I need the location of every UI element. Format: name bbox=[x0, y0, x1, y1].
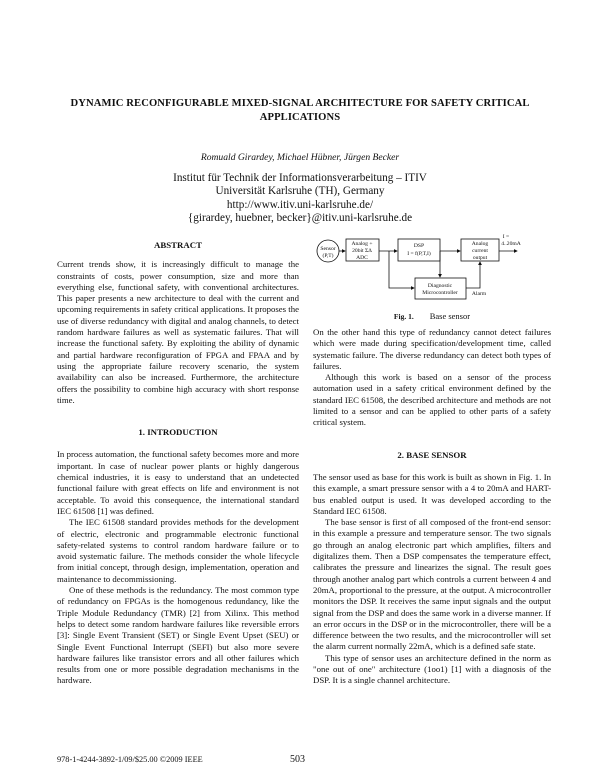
current-label: 4..20mA bbox=[501, 241, 521, 247]
right-column bbox=[313, 327, 551, 687]
left-column bbox=[57, 240, 299, 687]
paper-title: DYNAMIC RECONFIGURABLE MIXED-SIGNAL ARCHITECTURE FOR SAFETY CRITICAL APPLICATIONS bbox=[70, 98, 530, 123]
figure-title: Base sensor bbox=[429, 311, 471, 321]
intro-paragraph: The IEC 61508 standard provides methods for the development of electric, electronic and programmable electronic functional safety-related systems to control random hardware failure or to avoid systematic failure. The methods consider the whole lifecycle from initial concept, through design, implementation, operation and maintenance to decommissioning. bbox=[57, 517, 299, 584]
sensor-sub-label: (P,T) bbox=[322, 253, 334, 259]
figure-number: Fig. 1. bbox=[393, 312, 414, 321]
body-paragraph: Although this work is based on a sensor of the process automation used in a safety critical environment defined by the standard IEC 61508, the described architecture and methods are not limited to a sensor and can be applied to other parts of a safety critical system. bbox=[313, 372, 551, 428]
sensor-label: Sensor bbox=[320, 246, 336, 252]
output-label: current bbox=[472, 248, 488, 254]
adc-label: Analog + bbox=[351, 241, 373, 247]
diag-label: Microcontroller bbox=[422, 290, 458, 296]
intro-paragraph: In process automation, the functional safety becomes more and more important. In case of nuclear power plants or highly dangerous chemical industries, it is easy to understand that an undetected functional failure with great effects on life and environment is not acceptable. To avoid this consequence, the international standard IEC 61508 [1] was defined. bbox=[57, 449, 299, 516]
body-paragraph: The sensor used as base for this work is built as shown in Fig. 1. In this example, a smart pressure sensor with a 4 to 20mA and HART-bus enabled output is used. It was developed according to the Standard IEC 61508. bbox=[313, 471, 551, 516]
intro-heading: 1. INTRODUCTION bbox=[138, 427, 218, 438]
adc-label: ADC bbox=[356, 255, 368, 261]
affiliation bbox=[40, 172, 560, 226]
body-paragraph: This type of sensor uses an architecture defined in the norm as "one out of one" architecture (1oo1) [1] with a diagnosis of the DSP. It is a single channel architecture. bbox=[313, 652, 551, 686]
page-number: 503 bbox=[290, 754, 305, 765]
institute: Institut für Technik der Informationsverarbeitung – ITIV bbox=[173, 172, 427, 184]
intro-paragraph: One of these methods is the redundancy. The most common type of redundancy on FPGAs is the homogenous redundancy, like the Triple Module Redundancy (TMR) [2] from Xilinx. This method helps to detect some random hardware failures like reversible errors [3]: Single Event Transient (SET) or Single Event Upset (SEU) or Single Event Functional Interrupt (SEFI) but also more severe hardware failures like transistor errors and all other failures which results from one or more possible degradation mechanisms in the hardware. bbox=[57, 585, 299, 686]
website-link[interactable]: http://www.itiv.uni-karlsruhe.de/ bbox=[226, 198, 374, 211]
figure-caption bbox=[313, 311, 551, 321]
university: Universität Karlsruhe (TH), Germany bbox=[215, 185, 385, 198]
body-paragraph: On the other hand this type of redundancy cannot detect failures which were made during specification/development time, called systematic failure. The diverse redundancy can detect both types of failures. bbox=[313, 327, 551, 371]
authors: Romuald Girardey, Michael Hübner, Jürgen Becker bbox=[200, 152, 400, 163]
dsp-label: DSP bbox=[413, 243, 425, 249]
abstract-text: Current trends show, it is increasingly difficult to manage the constraints of costs, power consumption, size and more than everything else, functional safety, with conventional architectures. This paper presents a new architecture to deal with the current and upcoming requirements in safety critical applications. It proposes the use of diverse redundancy with digital and analog channels, to detect random hardware failures as well as systematic failures. That will increase the functional safety. By exploiting the ability of dynamic and partial hardware reconfiguration of FPGA and FPAA and by using the appropriate failure recovery scenario, the system availability can also be increased. Furthermore, the architecture offers the possibility to combine high accuracy with short response time. bbox=[57, 259, 299, 405]
output-label: output bbox=[472, 255, 488, 261]
dsp-label: I = f(P,T,I) bbox=[407, 251, 431, 257]
diag-label: Diagnostic bbox=[427, 283, 453, 289]
adc-label: 20bit ΣΔ bbox=[352, 248, 372, 254]
copyright-footer: 978-1-4244-3892-1/09/$25.00 ©2009 IEEE bbox=[57, 755, 203, 764]
base-sensor-heading: 2. BASE SENSOR bbox=[397, 449, 467, 460]
emails: {girardey, huebner, becker}@itiv.uni-karlsruhe.de bbox=[187, 212, 413, 225]
body-paragraph: The base sensor is first of all composed of the front-end sensor: in this example a pressure and temperature sensor. The two signals go through an analog electronic part which amplifies, filters and digitalizes them. Then a DSP compensates the temperature effect, calibrates the pressure and linearizes the signal. The result goes through another analog part which controls a current between 4 and 20mA, proportional to the pressure, at the output. A microcontroller monitors the DSP. It receives the same input signals and the output signal from the DSP and does the same work in a diverse manner. If an error occurs in the DSP or in the microcontroller, there will be a difference between the two results, and the microcontroller will set the alarm current normally 22mA, which is a defined safe state. bbox=[313, 517, 551, 652]
current-label: I = bbox=[502, 234, 510, 240]
abstract-heading: ABSTRACT bbox=[154, 240, 202, 250]
alarm-label: Alarm bbox=[471, 291, 487, 297]
figure-base-sensor-diagram bbox=[305, 234, 555, 306]
output-label: Analog bbox=[471, 241, 489, 247]
